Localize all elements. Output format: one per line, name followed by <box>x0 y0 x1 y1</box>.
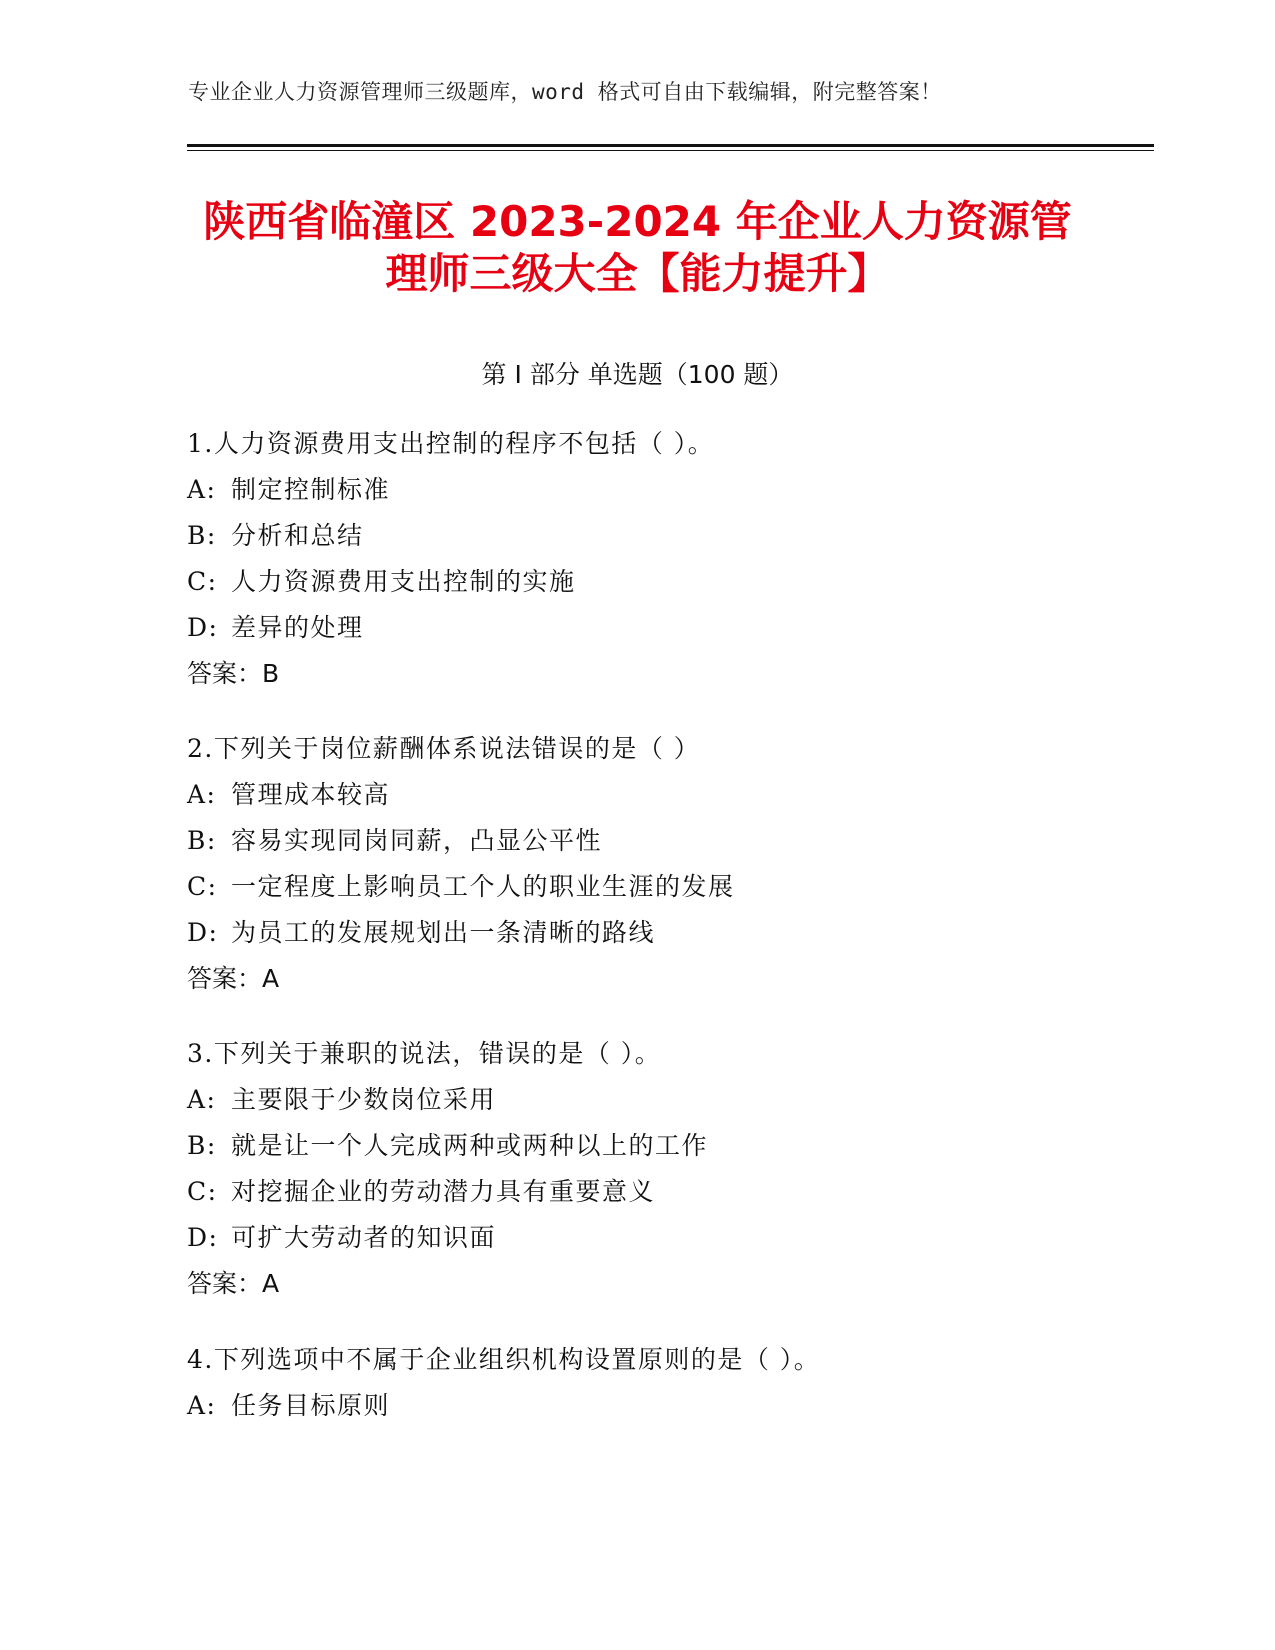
option-key: C: <box>187 567 218 596</box>
question-stem: 4.下列选项中不属于企业组织机构设置原则的是（ ）。 <box>187 1345 821 1374</box>
option-key: A: <box>187 475 217 504</box>
answer: 答案：B <box>187 659 280 688</box>
option-c <box>187 1169 1137 1215</box>
question-2 <box>187 726 1137 1002</box>
option-key: C: <box>187 1177 218 1206</box>
option-text: 制定控制标准 <box>231 475 391 504</box>
question-1 <box>187 421 1137 697</box>
option-text: 可扩大劳动者的知识面 <box>231 1223 497 1252</box>
title-line-1: 陕西省临潼区 2023-2024 年企业人力资源管 <box>203 197 1072 246</box>
option-b <box>187 1123 1137 1169</box>
header-rule-thick <box>187 144 1154 147</box>
option-key: D: <box>187 1223 219 1252</box>
option-b <box>187 513 1137 559</box>
option-key: A: <box>187 780 217 809</box>
option-text: 任务目标原则 <box>231 1391 391 1420</box>
question-stem: 2.下列关于岗位薪酬体系说法错误的是（ ） <box>187 734 701 763</box>
option-key: B: <box>187 1131 217 1160</box>
option-text: 对挖掘企业的劳动潜力具有重要意义 <box>231 1177 656 1206</box>
question-stem: 3.下列关于兼职的说法，错误的是（ ）。 <box>187 1039 662 1068</box>
option-text: 分析和总结 <box>231 521 364 550</box>
option-b <box>187 818 1137 864</box>
header-note: 专业企业人力资源管理师三级题库，word 格式可自由下载编辑，附完整答案！ <box>188 80 942 104</box>
option-a <box>187 1383 1137 1429</box>
option-d <box>187 1215 1137 1261</box>
option-text: 人力资源费用支出控制的实施 <box>231 567 576 596</box>
option-key: B: <box>187 521 217 550</box>
answer: 答案：A <box>187 1269 280 1298</box>
option-key: A: <box>187 1391 217 1420</box>
question-4 <box>187 1337 1137 1429</box>
option-a <box>187 467 1137 513</box>
option-text: 差异的处理 <box>231 613 364 642</box>
option-key: C: <box>187 872 218 901</box>
option-text: 容易实现同岗同薪，凸显公平性 <box>231 826 603 855</box>
option-a <box>187 772 1137 818</box>
question-3 <box>187 1031 1137 1307</box>
option-text: 就是让一个人完成两种或两种以上的工作 <box>231 1131 709 1160</box>
option-a <box>187 1077 1137 1123</box>
option-text: 管理成本较高 <box>231 780 391 809</box>
header-rule-thin <box>187 150 1154 151</box>
option-d <box>187 910 1137 956</box>
question-stem: 1.人力资源费用支出控制的程序不包括（ ）。 <box>187 429 715 458</box>
answer: 答案：A <box>187 964 280 993</box>
option-c <box>187 864 1137 910</box>
document-title <box>150 196 1125 300</box>
option-d <box>187 605 1137 651</box>
option-text: 为员工的发展规划出一条清晰的路线 <box>231 918 656 947</box>
option-text: 主要限于少数岗位采用 <box>231 1085 497 1114</box>
option-key: D: <box>187 918 219 947</box>
option-c <box>187 559 1137 605</box>
option-key: B: <box>187 826 217 855</box>
option-text: 一定程度上影响员工个人的职业生涯的发展 <box>231 872 735 901</box>
option-key: D: <box>187 613 219 642</box>
section-heading: 第 I 部分 单选题（100 题） <box>481 360 794 389</box>
title-line-2: 理师三级大全【能力提升】 <box>385 249 890 298</box>
option-key: A: <box>187 1085 217 1114</box>
